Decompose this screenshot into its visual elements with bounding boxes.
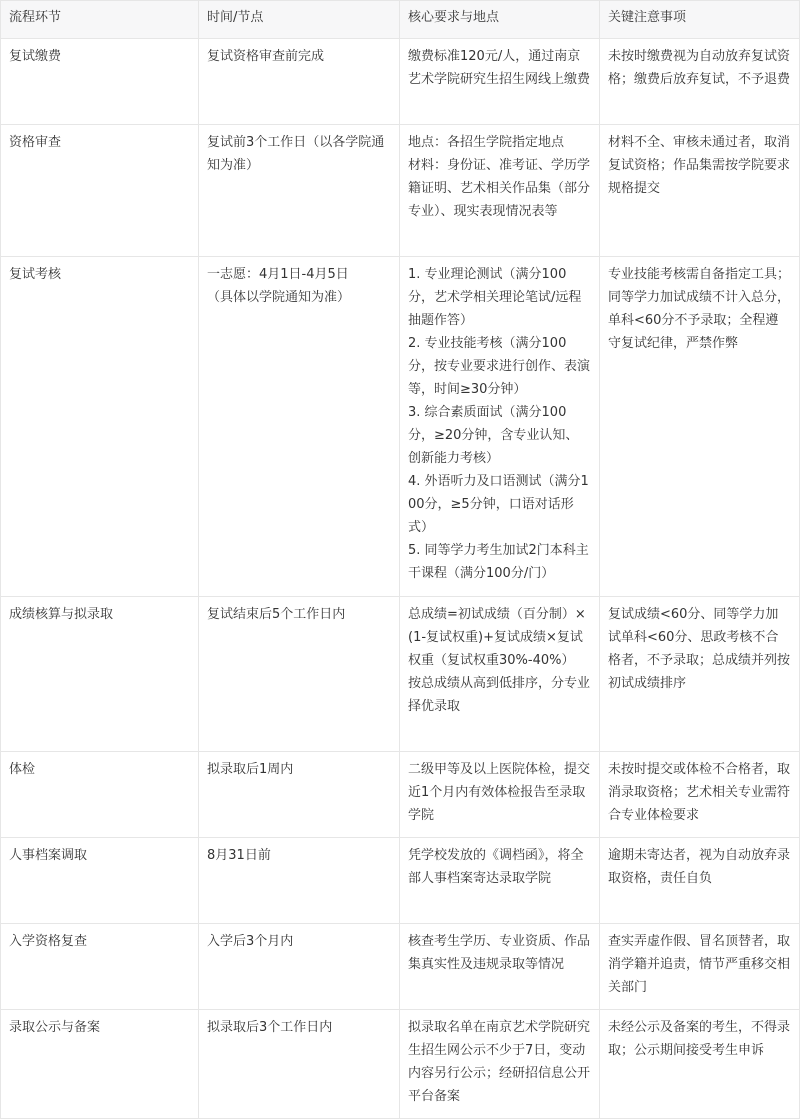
cell-stage: 资格审查 bbox=[1, 125, 199, 257]
cell-requirements: 核查考生学历、专业资质、作品集真实性及违规录取等情况 bbox=[400, 924, 600, 1010]
cell-time: 拟录取后3个工作日内 bbox=[199, 1010, 400, 1119]
table-header-row bbox=[1, 1, 800, 39]
cell-requirements: 拟录取名单在南京艺术学院研究生招生网公示不少于7日，变动内容另行公示；经研招信息公开平台备案 bbox=[400, 1010, 600, 1119]
header-time: 时间/节点 bbox=[199, 1, 400, 39]
cell-time: 拟录取后1周内 bbox=[199, 752, 400, 838]
ranking-rule: 按总成绩从高到低排序，分专业择优录取 bbox=[408, 676, 591, 714]
cell-notes: 复试成绩<60分、同等学力加试单科<60分、思政考核不合格者，不予录取；总成绩并列按初试成绩排序 bbox=[600, 597, 800, 752]
score-formula: 总成绩=初试成绩（百分制）×(1-复试权重)+复试成绩×复试权重（复试权重30%-40%） bbox=[408, 607, 586, 668]
table-row bbox=[1, 597, 800, 752]
requirement-materials: 材料：身份证、准考证、学历学籍证明、艺术相关作品集（部分专业）、现实表现情况表等 bbox=[408, 158, 591, 219]
cell-requirements: 二级甲等及以上医院体检，提交近1个月内有效体检报告至录取学院 bbox=[400, 752, 600, 838]
cell-requirements bbox=[400, 597, 600, 752]
header-notes: 关键注意事项 bbox=[600, 1, 800, 39]
cell-time: 复试前3个工作日（以各学院通知为准） bbox=[199, 125, 400, 257]
table-row bbox=[1, 838, 800, 924]
cell-notes: 专业技能考核需自备指定工具；同等学力加试成绩不计入总分，单科<60分不予录取；全程遵守复试纪律，严禁作弊 bbox=[600, 257, 800, 597]
cell-stage: 人事档案调取 bbox=[1, 838, 199, 924]
header-stage: 流程环节 bbox=[1, 1, 199, 39]
cell-stage: 体检 bbox=[1, 752, 199, 838]
cell-stage: 录取公示与备案 bbox=[1, 1010, 199, 1119]
cell-requirements bbox=[400, 257, 600, 597]
cell-time: 8月31日前 bbox=[199, 838, 400, 924]
cell-time: 入学后3个月内 bbox=[199, 924, 400, 1010]
cell-notes: 查实弄虚作假、冒名顶替者，取消学籍并追责，情节严重移交相关部门 bbox=[600, 924, 800, 1010]
cell-stage: 复试考核 bbox=[1, 257, 199, 597]
header-requirements: 核心要求与地点 bbox=[400, 1, 600, 39]
cell-time: 复试资格审查前完成 bbox=[199, 39, 400, 125]
cell-notes: 未经公示及备案的考生，不得录取；公示期间接受考生申诉 bbox=[600, 1010, 800, 1119]
table-row bbox=[1, 257, 800, 597]
table-row bbox=[1, 125, 800, 257]
cell-time: 复试结束后5个工作日内 bbox=[199, 597, 400, 752]
cell-requirements bbox=[400, 125, 600, 257]
exam-item: 4. 外语听力及口语测试（满分100分，≥5分钟，口语对话形式） bbox=[408, 474, 589, 535]
time-first-choice: 一志愿：4月1日-4月5日 bbox=[207, 267, 349, 282]
time-note: （具体以学院通知为准） bbox=[207, 290, 351, 305]
cell-notes: 逾期未寄达者，视为自动放弃录取资格，责任自负 bbox=[600, 838, 800, 924]
table-row bbox=[1, 752, 800, 838]
cell-notes: 未按时提交或体检不合格者，取消录取资格；艺术相关专业需符合专业体检要求 bbox=[600, 752, 800, 838]
cell-requirements: 凭学校发放的《调档函》，将全部人事档案寄达录取学院 bbox=[400, 838, 600, 924]
cell-stage: 入学资格复查 bbox=[1, 924, 199, 1010]
requirement-location: 地点：各招生学院指定地点 bbox=[408, 135, 565, 150]
table-row bbox=[1, 1010, 800, 1119]
exam-item: 3. 综合素质面试（满分100分，≥20分钟，含专业认知、创新能力考核） bbox=[408, 405, 579, 466]
cell-requirements: 缴费标准120元/人，通过南京艺术学院研究生招生网线上缴费 bbox=[400, 39, 600, 125]
table-row bbox=[1, 924, 800, 1010]
cell-notes: 材料不全、审核未通过者，取消复试资格；作品集需按学院要求规格提交 bbox=[600, 125, 800, 257]
cell-time bbox=[199, 257, 400, 597]
exam-item: 5. 同等学力考生加试2门本科主干课程（满分100分/门） bbox=[408, 543, 589, 581]
exam-item: 1. 专业理论测试（满分100分，艺术学相关理论笔试/远程抽题作答） bbox=[408, 267, 582, 328]
cell-notes: 未按时缴费视为自动放弃复试资格；缴费后放弃复试，不予退费 bbox=[600, 39, 800, 125]
table-row bbox=[1, 39, 800, 125]
cell-stage: 成绩核算与拟录取 bbox=[1, 597, 199, 752]
cell-stage: 复试缴费 bbox=[1, 39, 199, 125]
exam-item: 2. 专业技能考核（满分100分，按专业要求进行创作、表演等，时间≥30分钟） bbox=[408, 336, 591, 397]
